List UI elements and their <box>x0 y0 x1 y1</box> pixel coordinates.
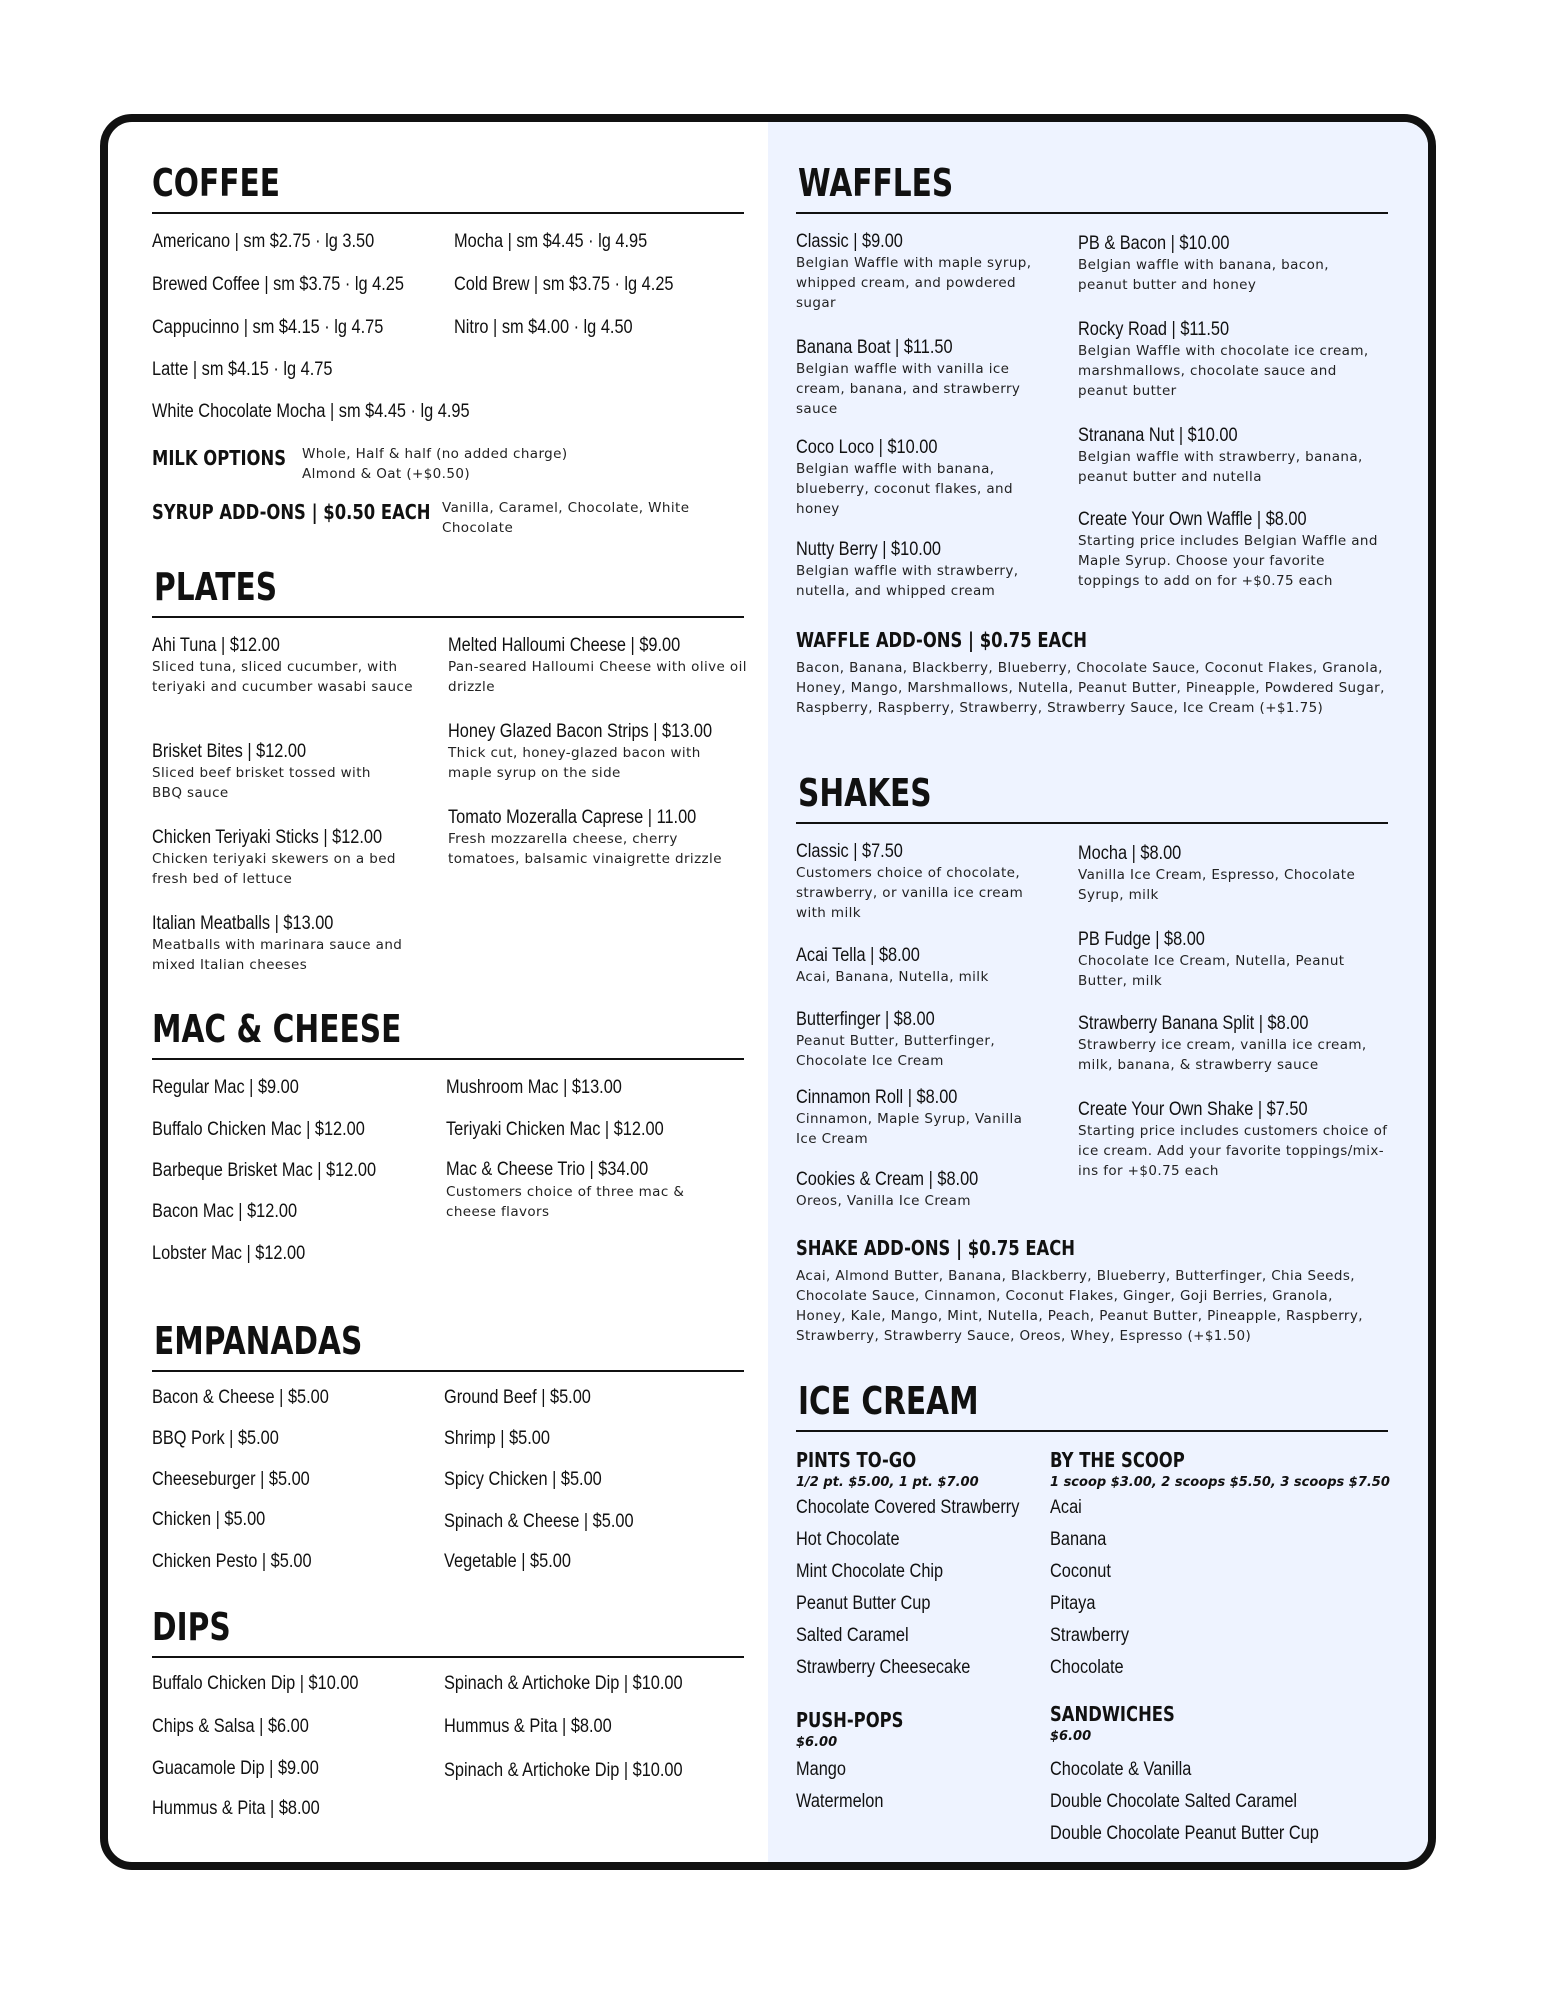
waffle-entry <box>1078 508 1388 591</box>
waffle-name: Nutty Berry | $10.00 <box>796 539 942 560</box>
scoop-label: BY THE SCOOP <box>1050 1448 1185 1472</box>
empanada-item: Vegetable | $5.00 <box>444 1551 571 1572</box>
scoop-list <box>1050 1492 1142 1684</box>
dip-item: Buffalo Chicken Dip | $10.00 <box>152 1673 359 1694</box>
shake-name: Mocha | $8.00 <box>1078 843 1182 864</box>
sandwich-flavor: Double Chocolate Salted Caramel <box>1050 1791 1298 1812</box>
empanada-item: Ground Beef | $5.00 <box>444 1387 591 1408</box>
shake-name: Butterfinger | $8.00 <box>796 1009 935 1030</box>
pints-list <box>796 1492 1056 1684</box>
coffee-item: Latte | sm $4.15 · lg 4.75 <box>152 359 333 380</box>
shake-name: Cinnamon Roll | $8.00 <box>796 1087 958 1108</box>
dip-item: Spinach & Artichoke Dip | $10.00 <box>444 1673 683 1694</box>
empanada-item: BBQ Pork | $5.00 <box>152 1428 279 1449</box>
shake-name: Cookies & Cream | $8.00 <box>796 1169 979 1190</box>
plate-desc: Chicken teriyaki skewers on a bed fresh bed of lettuce <box>152 851 396 887</box>
shake-name: Classic | $7.50 <box>796 841 903 862</box>
empanada-item: Chicken | $5.00 <box>152 1509 266 1530</box>
plate-entry <box>448 806 748 869</box>
plate-desc: Pan-seared Halloumi Cheese with olive oil drizzle <box>448 659 747 695</box>
waffle-desc: Belgian waffle with banana, bacon, peanut butter and honey <box>1078 257 1329 293</box>
scoop-flavor: Pitaya <box>1050 1593 1096 1614</box>
plate-entry <box>152 740 402 803</box>
sandwiches-list <box>1050 1754 1363 1850</box>
scoop-flavor: Coconut <box>1050 1561 1111 1582</box>
waffle-name: Banana Boat | $11.50 <box>796 337 953 358</box>
plates-divider <box>152 616 744 618</box>
empanada-item: Spinach & Cheese | $5.00 <box>444 1511 634 1532</box>
pints-price: 1/2 pt. $5.00, 1 pt. $7.00 <box>796 1475 979 1490</box>
mac-item: Regular Mac | $9.00 <box>152 1077 299 1098</box>
waffle-desc: Starting price includes Belgian Waffle and Maple Syrup. Choose your favorite toppings to add on for +$0.75 each <box>1078 533 1378 589</box>
coffee-item: Cold Brew | sm $3.75 · lg 4.25 <box>454 274 674 295</box>
scoop-flavor: Strawberry <box>1050 1625 1129 1646</box>
empanada-item: Spicy Chicken | $5.00 <box>444 1469 602 1490</box>
mac-trio-desc: Customers choice of three mac & cheese flavors <box>446 1184 685 1220</box>
shake-desc: Starting price includes customers choice of ice cream. Add your favorite toppings/mix-ins for +$0.75 each <box>1078 1123 1388 1179</box>
scoop-flavor: Acai <box>1050 1497 1082 1518</box>
plate-entry <box>152 912 422 975</box>
waffle-addons-text: Bacon, Banana, Blackberry, Blueberry, Chocolate Sauce, Coconut Flakes, Granola, Honey, Mango, Marshmallows, Nutella, Peanut Butter, Pineapple, Powdered Sugar, Raspberry, Raspberry, Strawberry, Strawberry Sauce, Ice Cream (+$1.75) <box>796 660 1385 716</box>
shake-desc: Chocolate Ice Cream, Nutella, Peanut Butter, milk <box>1078 953 1345 989</box>
coffee-item: Nitro | sm $4.00 · lg 4.50 <box>454 317 633 338</box>
mac-cheese-divider <box>152 1058 744 1060</box>
shake-entry <box>796 944 1046 987</box>
dip-item: Guacamole Dip | $9.00 <box>152 1758 319 1779</box>
pint-flavor: Peanut Butter Cup <box>796 1593 931 1614</box>
push-pops-label: PUSH-POPS <box>796 1708 904 1732</box>
shakes-divider <box>796 822 1388 824</box>
shake-entry <box>1078 1098 1388 1181</box>
waffles-title: WAFFLES <box>798 161 954 205</box>
waffle-entry <box>796 230 1056 313</box>
plate-entry <box>152 826 422 889</box>
mac-item: Teriyaki Chicken Mac | $12.00 <box>446 1119 664 1140</box>
coffee-item: Cappucinno | sm $4.15 · lg 4.75 <box>152 317 384 338</box>
waffle-entry <box>796 538 1046 601</box>
plate-name: Ahi Tuna | $12.00 <box>152 635 280 656</box>
mac-item: Barbeque Brisket Mac | $12.00 <box>152 1160 377 1181</box>
ice-cream-divider <box>796 1430 1388 1432</box>
shake-entry <box>796 1008 1046 1071</box>
dip-item: Chips & Salsa | $6.00 <box>152 1716 309 1737</box>
pints-label: PINTS TO-GO <box>796 1448 917 1472</box>
shake-entry <box>1078 842 1378 905</box>
shake-desc: Vanilla Ice Cream, Espresso, Chocolate Syrup, milk <box>1078 867 1356 903</box>
coffee-title: COFFEE <box>152 161 280 205</box>
waffle-entry <box>1078 318 1388 401</box>
coffee-divider <box>152 212 744 214</box>
waffle-name: Classic | $9.00 <box>796 231 903 252</box>
pint-flavor: Hot Chocolate <box>796 1529 900 1550</box>
waffle-name: Stranana Nut | $10.00 <box>1078 425 1238 446</box>
sandwiches-price: $6.00 <box>1050 1729 1092 1744</box>
shake-name: Strawberry Banana Split | $8.00 <box>1078 1013 1309 1034</box>
mac-item: Lobster Mac | $12.00 <box>152 1243 306 1264</box>
waffles-divider <box>796 212 1388 214</box>
waffle-name: PB & Bacon | $10.00 <box>1078 233 1230 254</box>
pint-flavor: Chocolate Covered Strawberry <box>796 1497 1020 1518</box>
syrup-addons-text: Vanilla, Caramel, Chocolate, White Chocolate <box>442 500 690 536</box>
shake-entry <box>1078 928 1368 991</box>
scoop-price: 1 scoop $3.00, 2 scoops $5.50, 3 scoops $7.50 <box>1050 1475 1390 1490</box>
waffle-name: Create Your Own Waffle | $8.00 <box>1078 509 1307 530</box>
shake-desc: Customers choice of chocolate, strawberry, or vanilla ice cream with milk <box>796 865 1024 921</box>
push-pops-price: $6.00 <box>796 1735 838 1750</box>
sandwiches-label: SANDWICHES <box>1050 1702 1175 1726</box>
empanada-item: Bacon & Cheese | $5.00 <box>152 1387 329 1408</box>
waffle-addons-label: WAFFLE ADD-ONS | $0.75 EACH <box>796 628 1087 652</box>
dip-item: Hummus & Pita | $8.00 <box>152 1798 320 1819</box>
empanada-item: Shrimp | $5.00 <box>444 1428 550 1449</box>
syrup-addons-label: SYRUP ADD-ONS | $0.50 EACH <box>152 500 431 524</box>
scoop-flavor: Chocolate <box>1050 1657 1124 1678</box>
dips-divider <box>152 1656 744 1658</box>
shake-desc: Peanut Butter, Butterfinger, Chocolate Ice Cream <box>796 1033 996 1069</box>
push-pops-list <box>796 1754 898 1818</box>
empanadas-title: EMPANADAS <box>154 1319 363 1363</box>
shake-desc: Acai, Banana, Nutella, milk <box>796 969 989 985</box>
shake-entry <box>796 1086 1046 1149</box>
waffle-desc: Belgian Waffle with chocolate ice cream, marshmallows, chocolate sauce and peanut butter <box>1078 343 1369 399</box>
shake-name: Acai Tella | $8.00 <box>796 945 920 966</box>
shake-name: Create Your Own Shake | $7.50 <box>1078 1099 1308 1120</box>
dips-title: DIPS <box>152 1605 231 1649</box>
waffle-desc: Belgian Waffle with maple syrup, whipped cream, and powdered sugar <box>796 255 1032 311</box>
shake-desc: Strawberry ice cream, vanilla ice cream, milk, banana, & strawberry sauce <box>1078 1037 1367 1073</box>
shake-entry <box>796 840 1046 923</box>
empanadas-divider <box>152 1370 744 1372</box>
plate-desc: Meatballs with marinara sauce and mixed Italian cheeses <box>152 937 403 973</box>
plate-entry <box>448 720 738 783</box>
ice-cream-title: ICE CREAM <box>798 1379 979 1423</box>
plate-desc: Sliced tuna, sliced cucumber, with teriyaki and cucumber wasabi sauce <box>152 659 413 695</box>
waffle-desc: Belgian waffle with strawberry, nutella, and whipped cream <box>796 563 1019 599</box>
plates-title: PLATES <box>154 565 278 609</box>
plate-name: Melted Halloumi Cheese | $9.00 <box>448 635 681 656</box>
push-pop-flavor: Watermelon <box>796 1791 884 1812</box>
mac-item: Bacon Mac | $12.00 <box>152 1201 298 1222</box>
sandwich-flavor: Double Chocolate Peanut Butter Cup <box>1050 1823 1319 1844</box>
mac-item: Mac & Cheese Trio | $34.00 <box>446 1159 649 1180</box>
waffle-desc: Belgian waffle with vanilla ice cream, banana, and strawberry sauce <box>796 361 1021 417</box>
empanada-item: Cheeseburger | $5.00 <box>152 1469 310 1490</box>
milk-options-text: Whole, Half & half (no added charge) Almond & Oat (+$0.50) <box>302 446 568 482</box>
shake-entry <box>1078 1012 1388 1075</box>
pint-flavor: Salted Caramel <box>796 1625 909 1646</box>
pint-flavor: Strawberry Cheesecake <box>796 1657 971 1678</box>
empanada-item: Chicken Pesto | $5.00 <box>152 1551 312 1572</box>
dip-item: Hummus & Pita | $8.00 <box>444 1716 612 1737</box>
coffee-item: Brewed Coffee | sm $3.75 · lg 4.25 <box>152 274 404 295</box>
plate-desc: Sliced beef brisket tossed with BBQ sauce <box>152 765 371 801</box>
coffee-item: Mocha | sm $4.45 · lg 4.95 <box>454 231 648 252</box>
coffee-item: White Chocolate Mocha | sm $4.45 · lg 4.95 <box>152 401 470 422</box>
sandwich-flavor: Chocolate & Vanilla <box>1050 1759 1192 1780</box>
milk-options-label: MILK OPTIONS <box>152 446 287 470</box>
shake-desc: Cinnamon, Maple Syrup, Vanilla Ice Cream <box>796 1111 1023 1147</box>
coffee-item: Americano | sm $2.75 · lg 3.50 <box>152 231 375 252</box>
push-pop-flavor: Mango <box>796 1759 846 1780</box>
plate-desc: Thick cut, honey-glazed bacon with maple syrup on the side <box>448 745 701 781</box>
plate-name: Italian Meatballs | $13.00 <box>152 913 334 934</box>
pint-flavor: Mint Chocolate Chip <box>796 1561 944 1582</box>
waffle-entry <box>796 436 1046 519</box>
waffle-desc: Belgian waffle with banana, blueberry, coconut flakes, and honey <box>796 461 1013 517</box>
plate-name: Honey Glazed Bacon Strips | $13.00 <box>448 721 713 742</box>
menu-frame <box>100 114 1436 1870</box>
shakes-title: SHAKES <box>798 771 932 815</box>
waffle-name: Coco Loco | $10.00 <box>796 437 938 458</box>
plate-entry <box>448 634 748 697</box>
waffle-desc: Belgian waffle with strawberry, banana, peanut butter and nutella <box>1078 449 1363 485</box>
waffle-entry <box>1078 232 1378 295</box>
scoop-flavor: Banana <box>1050 1529 1107 1550</box>
mac-item: Buffalo Chicken Mac | $12.00 <box>152 1119 365 1140</box>
plate-name: Tomato Mozeralla Caprese | 11.00 <box>448 807 697 828</box>
shake-addons-text: Acai, Almond Butter, Banana, Blackberry, Blueberry, Butterfinger, Chia Seeds, Chocolate Sauce, Cinnamon, Coconut Flakes, Ginger, Goji Berries, Granola, Honey, Kale, Mango, Mint, Nutella, Peach, Peanut Butter, Pineapple, Raspberry, Strawberry, Strawberry Sauce, Oreos, Whey, Espresso (+$1.50) <box>796 1268 1363 1344</box>
shake-addons-label: SHAKE ADD-ONS | $0.75 EACH <box>796 1236 1076 1260</box>
waffle-name: Rocky Road | $11.50 <box>1078 319 1230 340</box>
plate-name: Chicken Teriyaki Sticks | $12.00 <box>152 827 383 848</box>
shake-name: PB Fudge | $8.00 <box>1078 929 1205 950</box>
mac-cheese-title: MAC & CHEESE <box>152 1007 402 1051</box>
dip-item: Spinach & Artichoke Dip | $10.00 <box>444 1760 683 1781</box>
shake-entry <box>796 1168 1046 1211</box>
plate-name: Brisket Bites | $12.00 <box>152 741 307 762</box>
mac-item: Mushroom Mac | $13.00 <box>446 1077 622 1098</box>
plate-entry <box>152 634 422 697</box>
waffle-entry <box>796 336 1056 419</box>
shake-desc: Oreos, Vanilla Ice Cream <box>796 1193 971 1209</box>
plate-desc: Fresh mozzarella cheese, cherry tomatoes, balsamic vinaigrette drizzle <box>448 831 722 867</box>
waffle-entry <box>1078 424 1378 487</box>
